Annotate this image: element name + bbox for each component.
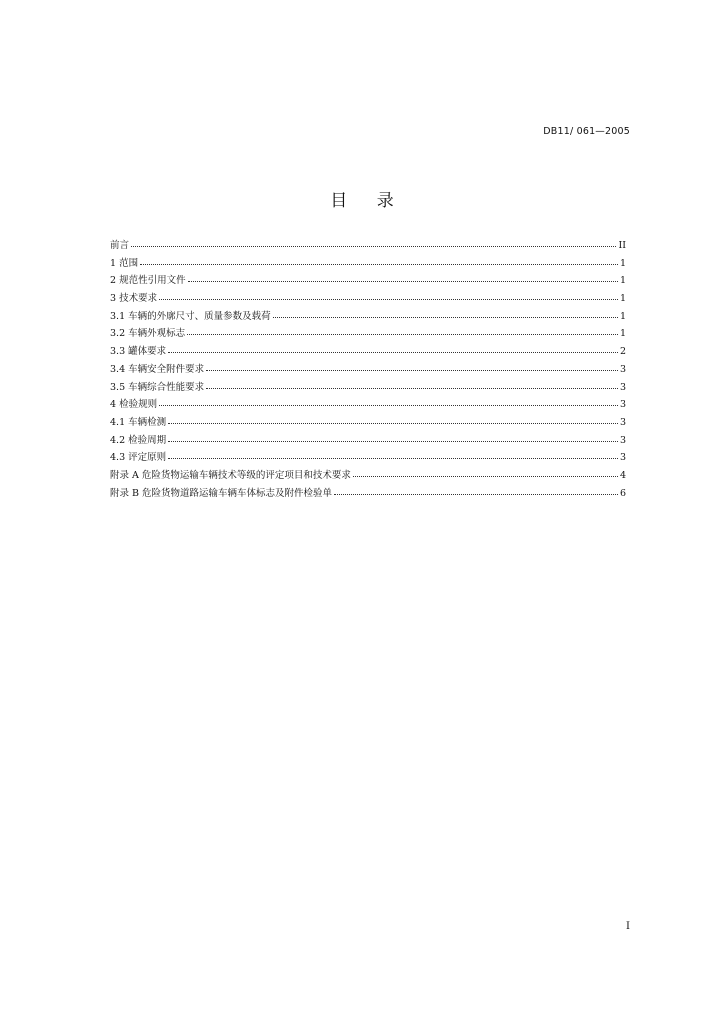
toc-entry-page: 4 (619, 469, 626, 481)
toc-dot-leader (168, 415, 618, 425)
toc-entry-label: 4.1 车辆检测 (110, 416, 167, 428)
toc-dot-leader (168, 433, 618, 443)
toc-entry-label: 3.5 车辆综合性能要求 (110, 381, 205, 393)
toc-entry-1[interactable] (110, 255, 626, 273)
toc-entry-label: 3.4 车辆安全附件要求 (110, 363, 205, 375)
toc-entry-4-3[interactable] (110, 449, 626, 467)
toc-dot-leader (168, 344, 618, 354)
toc-dot-leader (206, 380, 618, 390)
toc-entry-appendix-b[interactable] (110, 485, 626, 503)
toc-dot-leader (188, 273, 618, 283)
toc-entry-page: 1 (619, 310, 626, 322)
toc-entry-3-4[interactable] (110, 361, 626, 379)
toc-entry-3-1[interactable] (110, 308, 626, 326)
toc-entry-label: 3 技术要求 (110, 293, 158, 305)
toc-entry-page: 1 (619, 293, 626, 305)
toc-entry-label: 前言 (110, 240, 130, 251)
toc-entry-page: 1 (619, 275, 626, 287)
toc-entry-label: 3.1 车辆的外廓尺寸、质量参数及载荷 (110, 310, 271, 322)
toc-entry-4-1[interactable] (110, 414, 626, 432)
toc-dot-leader (187, 326, 618, 336)
toc-dot-leader (140, 256, 618, 266)
toc-entry-page: 3 (619, 399, 626, 411)
toc-entry-page: 2 (619, 346, 626, 358)
toc-entry-3[interactable] (110, 290, 626, 308)
table-of-contents (110, 237, 626, 502)
toc-entry-page: 6 (619, 487, 626, 499)
toc-entry-label: 2 规范性引用文件 (110, 275, 186, 287)
toc-dot-leader (273, 309, 618, 319)
toc-dot-leader (353, 468, 618, 478)
toc-dot-leader (159, 291, 618, 301)
toc-entry-label: 附录 B 危险货物道路运输车辆车体标志及附件检验单 (110, 487, 333, 499)
toc-entry-label: 4.3 评定原则 (110, 452, 167, 464)
toc-dot-leader (168, 450, 618, 460)
toc-dot-leader (334, 486, 618, 496)
toc-entry-label: 附录 A 危险货物运输车辆技术等级的评定项目和技术要求 (110, 469, 351, 481)
toc-entry-page: 3 (619, 363, 626, 375)
toc-entry-page: 3 (619, 416, 626, 428)
toc-entry-label: 4.2 检验周期 (110, 434, 167, 446)
toc-entry-page: 3 (619, 381, 626, 393)
toc-entry-label: 1 范围 (110, 257, 139, 269)
toc-entry-4[interactable] (110, 396, 626, 414)
toc-entry-foreword[interactable] (110, 237, 626, 255)
toc-entry-4-2[interactable] (110, 432, 626, 450)
toc-entry-3-2[interactable] (110, 325, 626, 343)
toc-entry-page: II (618, 240, 626, 251)
toc-entry-3-3[interactable] (110, 343, 626, 361)
toc-entry-appendix-a[interactable] (110, 467, 626, 485)
toc-entry-label: 4 检验规则 (110, 399, 158, 411)
document-code: DB11/ 061—2005 (543, 126, 630, 137)
toc-dot-leader (159, 397, 618, 407)
page-title: 目 录 (330, 191, 406, 211)
page-number: I (626, 921, 630, 932)
toc-entry-label: 3.3 罐体要求 (110, 346, 167, 358)
toc-entry-3-5[interactable] (110, 379, 626, 397)
toc-entry-page: 1 (619, 328, 626, 340)
toc-entry-page: 3 (619, 452, 626, 464)
toc-entry-label: 3.2 车辆外观标志 (110, 328, 186, 340)
toc-dot-leader (131, 238, 616, 248)
toc-entry-2[interactable] (110, 272, 626, 290)
toc-dot-leader (206, 362, 618, 372)
toc-entry-page: 1 (619, 257, 626, 269)
toc-entry-page: 3 (619, 434, 626, 446)
